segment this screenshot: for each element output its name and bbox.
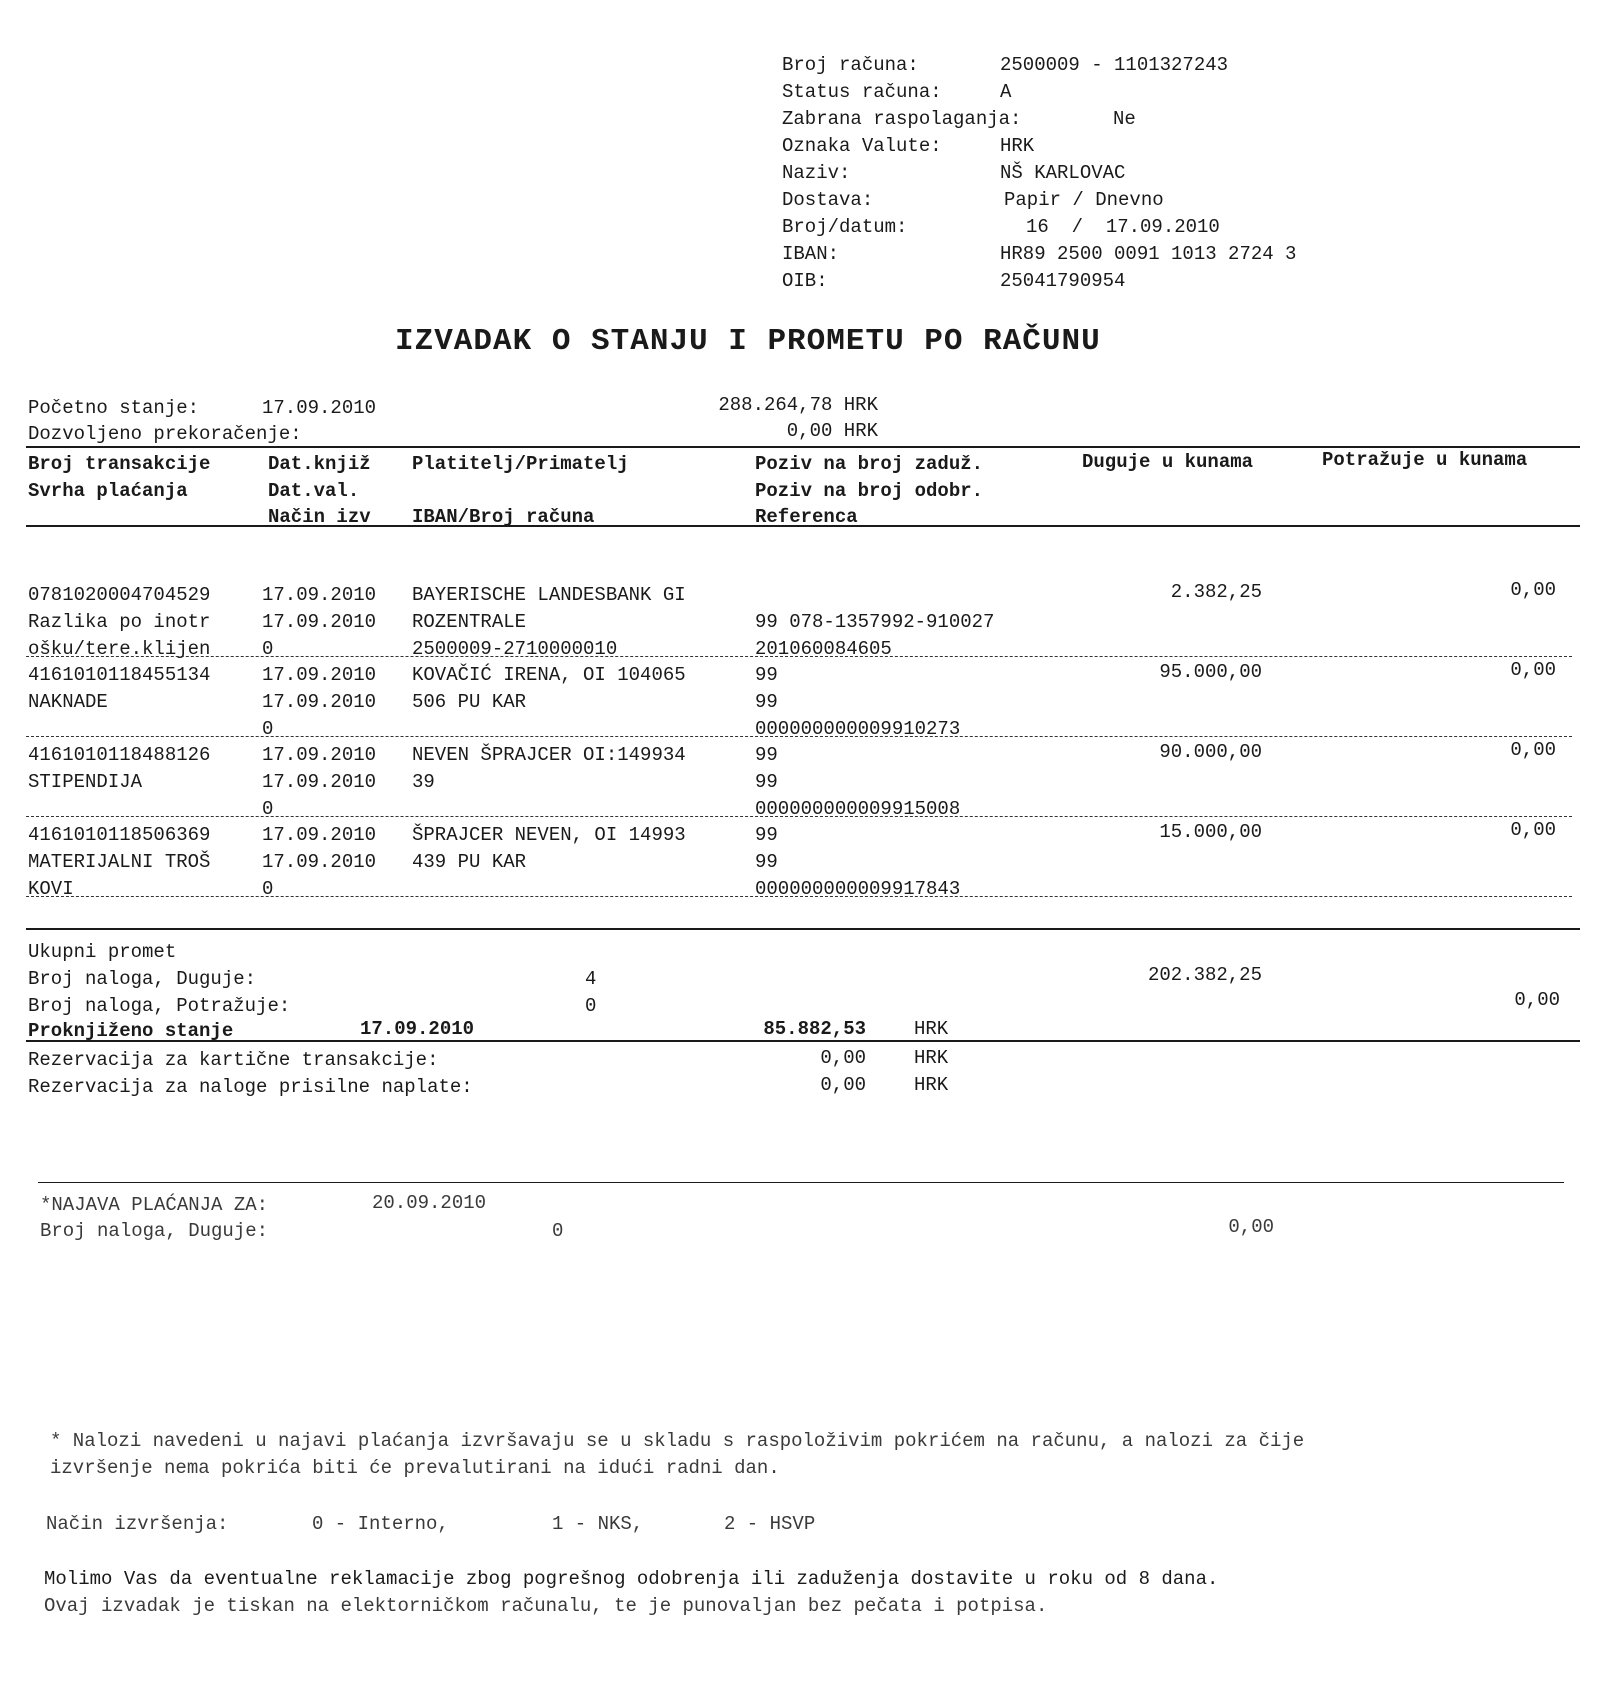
cell-c4-line1: 99 <box>755 744 778 766</box>
najava-date: 20.09.2010 <box>372 1192 487 1214</box>
broj-datum-value: 16 / 17.09.2010 <box>1026 216 1220 238</box>
broj-racuna-label: Broj računa: <box>782 54 919 76</box>
header-col1-line2: Svrha plaćanja <box>28 480 188 502</box>
cell-c1-line2: NAKNADE <box>28 691 108 713</box>
status-value: A <box>1000 81 1012 103</box>
cell-c2-line1: 17.09.2010 <box>262 664 377 686</box>
proknjizeno-currency: HRK <box>914 1018 949 1040</box>
nacin-1: 1 - NKS, <box>552 1513 644 1535</box>
rez-kartice-amount: 0,00 <box>820 1047 866 1069</box>
ukupni-label: Ukupni promet <box>28 941 177 963</box>
broj-datum-label: Broj/datum: <box>782 216 908 238</box>
oib-label: OIB: <box>782 270 828 292</box>
prekoracenje-amount: 0,00 HRK <box>786 420 878 442</box>
cell-c2-line2: 17.09.2010 <box>262 611 377 633</box>
nacin-label: Način izvršenja: <box>46 1513 229 1535</box>
valuta-value: HRK <box>1000 135 1035 157</box>
cell-c1-line1: 0781020004704529 <box>28 584 211 606</box>
cell-c1-line3: KOVI <box>28 878 74 900</box>
naziv-label: Naziv: <box>782 162 851 184</box>
proknjizeno-date: 17.09.2010 <box>360 1018 475 1040</box>
cell-c4-line2: 99 <box>755 771 778 793</box>
cell-duguje: 2.382,25 <box>1170 581 1262 603</box>
najava-amount: 0,00 <box>1228 1216 1274 1238</box>
cell-potrazuje: 0,00 <box>1510 659 1556 681</box>
cell-c4-line3: 000000000009915008 <box>755 798 961 820</box>
rez-naplate-amount: 0,00 <box>820 1074 866 1096</box>
cell-c4-line3: 000000000009910273 <box>755 718 961 740</box>
iban-value: HR89 2500 0091 1013 2724 3 <box>1000 243 1297 265</box>
cell-c4-line2: 99 <box>755 851 778 873</box>
rez-naplate-currency: HRK <box>914 1074 949 1096</box>
header-col2-line3: Način izv <box>268 506 371 528</box>
cell-c4-line1: 99 <box>755 824 778 846</box>
cell-c2-line2: 17.09.2010 <box>262 851 377 873</box>
proknjizeno-amount: 85.882,53 <box>763 1018 866 1040</box>
rez-kartice-label: Rezervacija za kartične transakcije: <box>28 1049 439 1071</box>
cell-c3-line2: ROZENTRALE <box>412 611 527 633</box>
header-col3-line3: IBAN/Broj računa <box>412 506 595 528</box>
cell-potrazuje: 0,00 <box>1510 739 1556 761</box>
footer-izvadak: Ovaj izvadak je tiskan na elektorničkom računalu, te je punovaljan bez pečata i potpisa. <box>44 1595 1048 1617</box>
cell-c3-line2: 506 PU KAR <box>412 691 527 713</box>
row-separator <box>26 656 1572 657</box>
cell-c1-line2: STIPENDIJA <box>28 771 143 793</box>
cell-c1-line2: Razlika po inotr <box>28 611 211 633</box>
valuta-label: Oznaka Valute: <box>782 135 942 157</box>
cell-c2-line3: 0 <box>262 718 274 740</box>
header-col4-line1: Poziv na broj zaduž. <box>755 453 984 475</box>
header-col3-line1: Platitelj/Primatelj <box>412 453 629 475</box>
pocetno-amount: 288.264,78 HRK <box>718 394 878 416</box>
row-separator <box>26 896 1572 897</box>
cell-duguje: 90.000,00 <box>1159 741 1262 763</box>
cell-c3-line1: ŠPRAJCER NEVEN, OI 14993 <box>412 824 686 846</box>
potrazuje-total: 0,00 <box>1514 989 1560 1011</box>
header-top-rule <box>26 446 1580 448</box>
najava-label: *NAJAVA PLAĆANJA ZA: <box>40 1194 269 1216</box>
cell-potrazuje: 0,00 <box>1510 819 1556 841</box>
header-col1-line1: Broj transakcije <box>28 453 211 475</box>
naziv-value: NŠ KARLOVAC <box>1000 162 1126 184</box>
pocetno-date: 17.09.2010 <box>262 397 377 419</box>
cell-c1-line1: 4161010118488126 <box>28 744 211 766</box>
dostava-label: Dostava: <box>782 189 874 211</box>
broj-racuna-value: 2500009 - 1101327243 <box>1000 54 1229 76</box>
zabrana-label: Zabrana raspolaganja: <box>782 108 1022 130</box>
cell-c2-line2: 17.09.2010 <box>262 691 377 713</box>
cell-c3-line2: 439 PU KAR <box>412 851 527 873</box>
cell-c2-line1: 17.09.2010 <box>262 584 377 606</box>
footer-molimo: Molimo Vas da eventualne reklamacije zbog pogrešnog odobrenja ili zaduženja dostavite u roku od 8 dana. <box>44 1568 1219 1590</box>
cell-c3-line2: 39 <box>412 771 435 793</box>
iban-label: IBAN: <box>782 243 840 265</box>
duguje-total: 202.382,25 <box>1147 964 1262 986</box>
header-col4-line3: Referenca <box>755 506 858 528</box>
status-label: Status računa: <box>782 81 942 103</box>
pocetno-label: Početno stanje: <box>28 397 200 419</box>
row-separator <box>26 816 1572 817</box>
header-col5: Duguje u kunama <box>1082 451 1254 473</box>
cell-c2-line1: 17.09.2010 <box>262 744 377 766</box>
cell-c2-line1: 17.09.2010 <box>262 824 377 846</box>
oib-value: 25041790954 <box>1000 270 1126 292</box>
potrazuje-count: 0 <box>585 995 597 1017</box>
totals-top-rule <box>26 928 1580 930</box>
cell-c4-line3: 000000000009917843 <box>755 878 961 900</box>
rez-naplate-label: Rezervacija za naloge prisilne naplate: <box>28 1076 473 1098</box>
nacin-0: 0 - Interno, <box>312 1513 449 1535</box>
header-col2-line2: Dat.val. <box>268 480 360 502</box>
proknjizeno-label: Proknjiženo stanje <box>28 1020 234 1042</box>
cell-c2-line3: 0 <box>262 798 274 820</box>
zabrana-value: Ne <box>1113 108 1136 130</box>
najava-rule <box>38 1182 1564 1183</box>
cell-duguje: 15.000,00 <box>1159 821 1262 843</box>
page-title: IZVADAK O STANJU I PROMETU PO RAČUNU <box>395 324 1101 359</box>
footer-note-line1: * Nalozi navedeni u najavi plaćanja izvršavaju se u skladu s raspoloživim pokrićem na računu, a nalozi za čije <box>50 1430 1305 1452</box>
header-col4-line2: Poziv na broj odobr. <box>755 480 984 502</box>
dostava-value: Papir / Dnevno <box>1004 189 1164 211</box>
cell-c3-line1: NEVEN ŠPRAJCER OI:149934 <box>412 744 686 766</box>
najava-duguje-label: Broj naloga, Duguje: <box>40 1220 269 1242</box>
cell-c3-line1: KOVAČIĆ IRENA, OI 104065 <box>412 664 686 686</box>
cell-c4-line3: 201060084605 <box>755 638 892 660</box>
cell-c4-line2: 99 078-1357992-910027 <box>755 611 995 633</box>
proknjizeno-rule <box>26 1040 1580 1042</box>
potrazuje-count-label: Broj naloga, Potražuje: <box>28 995 291 1017</box>
cell-c4-line2: 99 <box>755 691 778 713</box>
rez-kartice-currency: HRK <box>914 1047 949 1069</box>
cell-c2-line3: 0 <box>262 878 274 900</box>
cell-potrazuje: 0,00 <box>1510 579 1556 601</box>
nacin-2: 2 - HSVP <box>724 1513 816 1535</box>
row-separator <box>26 736 1572 737</box>
header-col2-line1: Dat.knjiž <box>268 453 371 475</box>
footer-note-line2: izvršenje nema pokrića biti će prevalutirani na idući radni dan. <box>50 1457 780 1479</box>
cell-c2-line2: 17.09.2010 <box>262 771 377 793</box>
cell-c1-line1: 4161010118506369 <box>28 824 211 846</box>
duguje-count: 4 <box>585 968 597 990</box>
cell-duguje: 95.000,00 <box>1159 661 1262 683</box>
cell-c1-line3: ošku/tere.klijen <box>28 638 211 660</box>
header-bottom-rule <box>26 525 1580 527</box>
najava-count: 0 <box>552 1220 564 1242</box>
header-col6: Potražuje u kunama <box>1322 449 1528 471</box>
cell-c3-line3: 2500009-2710000010 <box>412 638 618 660</box>
duguje-count-label: Broj naloga, Duguje: <box>28 968 257 990</box>
cell-c2-line3: 0 <box>262 638 274 660</box>
cell-c3-line1: BAYERISCHE LANDESBANK GI <box>412 584 686 606</box>
cell-c1-line1: 4161010118455134 <box>28 664 211 686</box>
cell-c4-line1: 99 <box>755 664 778 686</box>
prekoracenje-label: Dozvoljeno prekoračenje: <box>28 423 302 445</box>
cell-c1-line2: MATERIJALNI TROŠ <box>28 851 211 873</box>
